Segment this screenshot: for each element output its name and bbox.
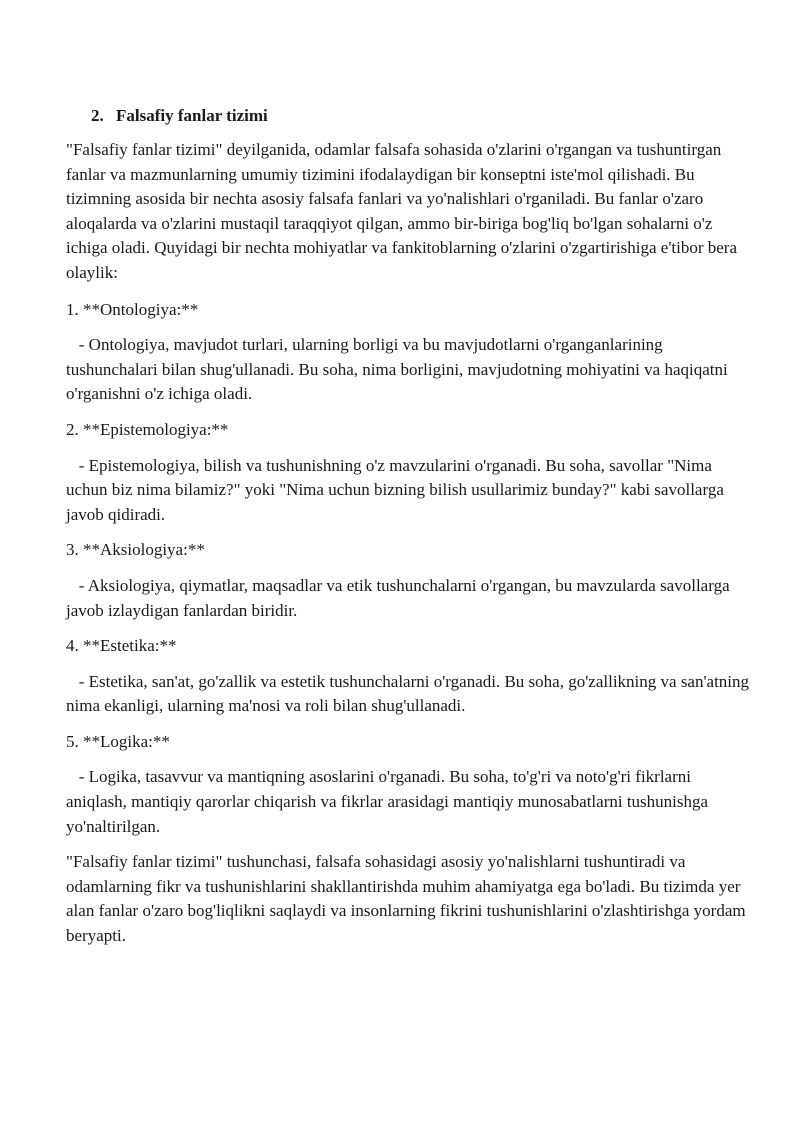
- document-page: [66, 104, 756, 961]
- conclusion-paragraph: "Falsafiy fanlar tizimi" tushunchasi, falsafa sohasidagi asosiy yo'nalishlarni tushuntiradi va odamlarning fikr va tushunishlarini shakllantirishda muhim ahamiyatga ega bo'ladi. Bu tizimda yer alan fanlar o'zaro bog'liqlikni saqlaydi va insonlarning fikrini tushunishlarini o'zlashtirishga yordam beryapti.: [66, 852, 746, 946]
- item-title-epistemologiya: 2. **Epistemologiya:**: [66, 419, 229, 439]
- section-heading: [91, 104, 756, 128]
- section-number: 2.: [91, 106, 104, 125]
- item-title-estetika: 4. **Estetika:**: [66, 636, 177, 656]
- item-title-aksiologiya: 3. **Aksiologiya:**: [66, 540, 205, 560]
- item-title-logika: 5. **Logika:**: [66, 731, 170, 751]
- section-title: Falsafiy fanlar tizimi: [116, 106, 268, 125]
- item-text-logika: - Logika, tasavvur va mantiqning asoslarini o'rganadi. Bu soha, to'g'ri va noto'g'ri fikrlarni aniqlash, mantiqiy qarorlar chiqarish va fikrlar arasidagi mantiqiy munosabatlarni tushunishga yo'naltirilgan.: [66, 767, 713, 836]
- item-text-estetika: - Estetika, san'at, go'zallik va estetik tushunchalarni o'rganadi. Bu soha, go'zallikning va san'atning nima ekanligi, ularning ma'nosi va roli bilan shug'ullanadi.: [66, 671, 754, 716]
- intro-paragraph: "Falsafiy fanlar tizimi" deyilganida, odamlar falsafa sohasida o'zlarini o'rgangan va tushuntirgan fanlar va mazmunlarning umumiy tizimini ifodalaydigan bir konseptni iste'mol qilishadi. Bu tizimning asosida bir nechta asosiy falsafa fanlari va yo'nalishlari o'rganiladi. Bu fanlar o'zaro aloqalarda va o'zlarini mustaqil taraqqiyot qilgan, ammo bir-biriga bog'liq bo'lgan sohalarni o'z ichiga oladi. Quyidagi bir nechta mohiyatlar va fankitoblarning o'zlarini o'zgartirishiga e'tibor bera olaylik:: [66, 140, 738, 282]
- item-text-ontologiya: - Ontologiya, mavjudot turlari, ularning borligi va bu mavjudotlarni o'rganganlarining tushunchalari bilan shug'ullanadi. Bu soha, nima borligini, mavjudotning mohiyatini va haqiqatni o'rganishni o'z ichiga oladi.: [66, 335, 732, 404]
- item-text-epistemologiya: - Epistemologiya, bilish va tushunishning o'z mavzularini o'rganadi. Bu soha, savollar "Nima uchun biz nima bilamiz?" yoki "Nima uchun bizning bilish usullarimiz bunday?" kabi savollarga javob qidiradi.: [66, 455, 729, 524]
- item-title-ontologiya: 1. **Ontologiya:**: [66, 299, 199, 319]
- item-text-aksiologiya: - Aksiologiya, qiymatlar, maqsadlar va etik tushunchalarni o'rgangan, bu mavzularda savollarga javob izlaydigan fanlardan biridir.: [66, 575, 734, 620]
